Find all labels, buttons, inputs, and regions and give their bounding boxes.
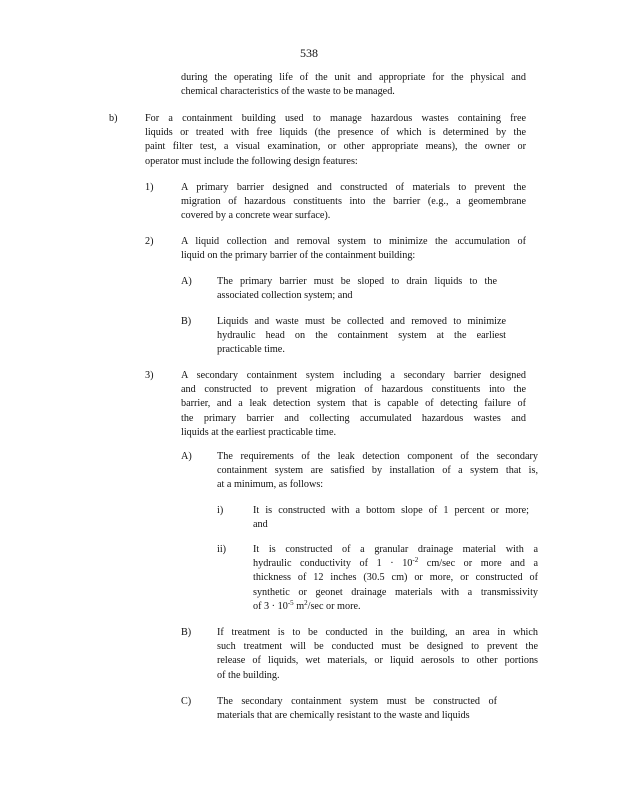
text-line: If treatment is to be conducted in the building, an area in which [217, 627, 538, 638]
text-line: The secondary containment system must be constructed of [217, 696, 497, 707]
item-3-paragraph [181, 369, 526, 440]
text-line: Liquids and waste must be collected and removed to minimize [217, 316, 506, 327]
text-line: liquid on the primary barrier of the containment building: [181, 250, 416, 262]
text-line: the primary barrier and collecting accumulated hazardous wastes and [181, 412, 526, 424]
text-line: containment system are satisfied by installation of a system that is, [217, 465, 538, 477]
subitem-label-3B: B) [181, 627, 192, 638]
subitem-label-2A: A) [181, 276, 192, 287]
text-line: barrier, and a leak detection system that is capable of detecting failure of [181, 398, 526, 410]
text-line: paint filter test, a visual examination, or other appropriate means), the owner or [145, 141, 526, 153]
item-label-2: 2) [145, 236, 154, 247]
item-label-3: 3) [145, 370, 154, 381]
text-line: thickness of 12 inches (30.5 cm) or more, or constructed of [253, 572, 538, 584]
text-line: It is constructed with a bottom slope of 1 percent or more; [253, 505, 529, 516]
text-line: and constructed to prevent migration of hazardous constituents into the [181, 384, 526, 396]
text-line: migration of hazardous constituents into the barrier (e.g., a geomembrane [181, 196, 526, 208]
section-label-b: b) [109, 113, 118, 124]
text-line: A secondary containment system including a secondary barrier designed [181, 370, 526, 381]
subitem-label-3C: C) [181, 696, 192, 707]
page-number: 538 [300, 46, 318, 60]
text-line: of $3 \cdot 10^{-5}$ $m^2/\sec$ or more. [253, 598, 361, 612]
clause-ii-paragraph [253, 543, 538, 614]
continuation-paragraph [181, 71, 526, 99]
text-line: hydraulic head on the containment system at the earliest [217, 330, 506, 342]
subitem-3C-paragraph [217, 695, 497, 723]
clause-i-paragraph [253, 504, 529, 532]
text-line: release of liquids, wet materials, or liquid aerosols to other portions [217, 655, 538, 667]
item-1-paragraph [181, 181, 526, 224]
text-line: practicable time. [217, 344, 285, 356]
text-line: of the building. [217, 669, 280, 681]
item-2-paragraph [181, 235, 526, 263]
text-line: chemical characteristics of the waste to be managed. [181, 86, 395, 98]
text-line: such treatment will be conducted must be designed to prevent the [217, 641, 538, 653]
text-line: A liquid collection and removal system to minimize the accumulation of [181, 236, 526, 247]
clause-label-i: i) [217, 505, 224, 516]
text-line: at a minimum, as follows: [217, 479, 324, 491]
clause-label-ii: ii) [217, 544, 227, 555]
text-line: hydraulic conductivity of $1 \cdot 10^{-2}$ cm/sec or more and a [253, 557, 538, 570]
subitem-3A-paragraph [217, 450, 538, 493]
section-b-paragraph [145, 112, 526, 169]
text-line: It is constructed of a granular drainage material with a [253, 544, 538, 555]
text-line: materials that are chemically resistant to the waste and liquids [217, 710, 470, 722]
text-line: during the operating life of the unit and appropriate for the physical and [181, 72, 526, 83]
text-line: covered by a concrete wear surface). [181, 210, 331, 222]
subitem-2B-paragraph [217, 315, 506, 358]
subitem-3B-paragraph [217, 626, 538, 683]
subitem-label-3A: A) [181, 451, 192, 462]
text-line: operator must include the following design features: [145, 155, 358, 167]
text-line: associated collection system; and [217, 290, 353, 302]
text-line: For a containment building used to manage hazardous wastes containing free [145, 113, 526, 124]
text-line: liquids or treated with free liquids (the presence of which is determined by the [145, 127, 526, 139]
subitem-label-2B: B) [181, 316, 192, 327]
text-line: synthetic or geonet drainage materials with a transmissivity [253, 586, 538, 598]
item-label-1: 1) [145, 182, 154, 193]
text-line: liquids at the earliest practicable time. [181, 426, 337, 438]
subitem-2A-paragraph [217, 275, 497, 303]
text-line: The primary barrier must be sloped to drain liquids to the [217, 276, 497, 287]
text-line: The requirements of the leak detection component of the secondary [217, 451, 538, 462]
text-line: A primary barrier designed and constructed of materials to prevent the [181, 182, 526, 193]
text-line: and [253, 519, 268, 531]
